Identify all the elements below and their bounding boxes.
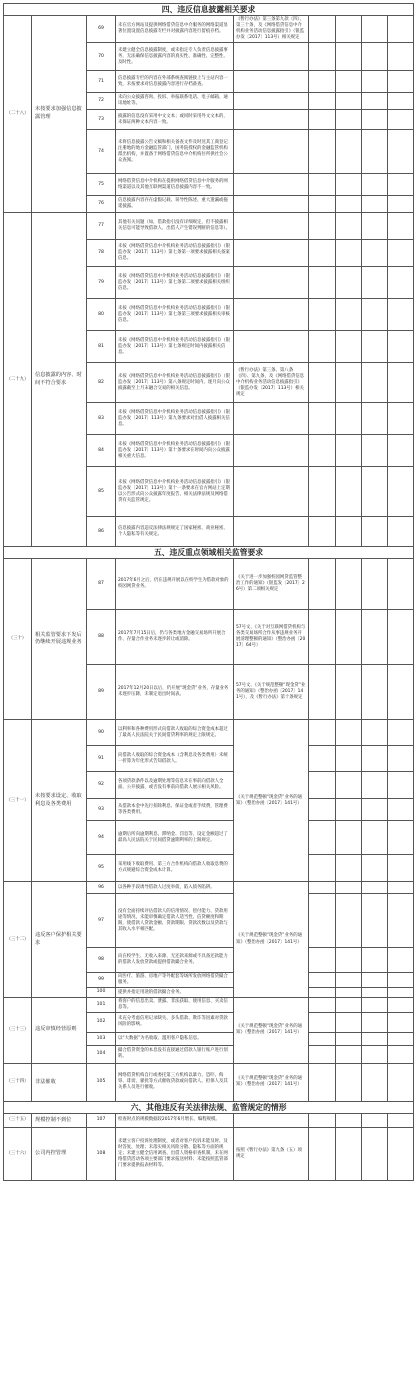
check-cell [388, 894, 414, 948]
row-number: 107 [87, 1113, 116, 1127]
category-code: （三十六） [4, 1127, 32, 1180]
check-cell [388, 610, 414, 665]
check-cell [309, 363, 336, 403]
row-number: 108 [87, 1127, 116, 1180]
row-number: 102 [87, 1012, 116, 1032]
basis-cell [234, 71, 309, 93]
check-cell [336, 299, 362, 331]
check-cell [388, 821, 414, 855]
check-cell [309, 43, 336, 71]
problem-text: 各项贷款条件以及逾期处理等信息未在事前向借款人全面、公开披露，或否没有事前向借款人展示相关风险。 [116, 772, 234, 799]
check-cell [388, 665, 414, 720]
check-cell [309, 1012, 336, 1032]
check-cell [362, 997, 388, 1012]
section-header-row [4, 1101, 414, 1113]
problem-text: 检查时点的规模数据较2017年6月增长、编程规模。 [116, 1113, 234, 1127]
check-cell [309, 130, 336, 174]
row-number: 85 [87, 467, 116, 517]
row-number: 98 [87, 948, 116, 973]
check-cell [388, 997, 414, 1012]
basis-text: 《关于进一步加强校园网贷监管整治工作的通知》（银监发〔2017〕26号）第二项相关规定 [234, 559, 309, 610]
check-cell [388, 403, 414, 435]
check-cell [336, 196, 362, 213]
check-cell [336, 665, 362, 720]
check-cell [362, 71, 388, 93]
check-cell [336, 16, 362, 43]
check-cell [309, 403, 336, 435]
check-cell [362, 331, 388, 363]
check-cell [309, 948, 336, 973]
check-cell [362, 973, 388, 988]
check-cell [309, 267, 336, 299]
check-cell [336, 71, 362, 93]
basis-cell [234, 467, 309, 517]
table-row [4, 720, 414, 746]
check-cell [362, 610, 388, 665]
check-cell [388, 559, 414, 610]
check-cell [362, 1113, 388, 1127]
item-title: 相关监管要求下发后仍继续开展违规业务 [32, 559, 87, 720]
problem-text: 未按《网络借贷信息中介机构业务活动信息披露指引》（银监办发〔2017〕113号）第八条规定时间内、逐月向公众披露截至上月末融合交易的相关信息。 [116, 363, 234, 403]
basis-text: 按照《暂行办法》第九条（五）项规定 [234, 1127, 309, 1180]
check-cell [362, 240, 388, 267]
row-number: 78 [87, 240, 116, 267]
check-cell [309, 240, 336, 267]
basis-cell [234, 130, 309, 174]
basis-text: 57号文、《关于规范整顿“现金贷”业务的通知》（整治办函〔2017〕141号），及《暂行办法》第十条规定 [234, 665, 309, 720]
problem-text: 未充分考虑信用记录缺失、多头借款、欺诈等因素对贷款风险的影响。 [116, 1012, 234, 1032]
row-number: 100 [87, 988, 116, 997]
item-title: 公司内控管理 [32, 1127, 87, 1180]
check-cell [336, 435, 362, 467]
basis-text: 《关于规范整顿“现金贷”业务的通知》（整治办函〔2017〕141号） [234, 882, 309, 997]
problem-text: 信息披露内容存在虚假记载、误导性陈述、重大遗漏或拖延披露。 [116, 196, 234, 213]
check-cell [388, 1063, 414, 1101]
check-cell [388, 720, 414, 746]
check-cell [388, 746, 414, 772]
check-cell [362, 130, 388, 174]
section-title: 六、其他违反有关法律法规、监管规定的情形 [4, 1101, 414, 1113]
check-cell [362, 1127, 388, 1180]
check-cell [388, 240, 414, 267]
check-cell [336, 1045, 362, 1063]
basis-cell [234, 403, 309, 435]
problem-text: 向在校学生、无收入来源、无还款来源或不具备还款能力的借款人发放贷款或提供借款撮合业务。 [116, 948, 234, 973]
check-cell [309, 855, 336, 882]
check-cell [309, 1113, 336, 1127]
check-cell [309, 71, 336, 93]
check-cell [309, 799, 336, 821]
problem-text: 向借款人收取的综合资金成本（含利息及各类费用）未统一折算为年化形式告知借款人。 [116, 746, 234, 772]
category-code: （三十二） [4, 882, 32, 997]
problem-text: 采用线下收取费用、第三方合作机构向借款人收取息费的方式规避综合资金成本计算。 [116, 855, 234, 882]
check-cell [362, 174, 388, 196]
row-number: 87 [87, 559, 116, 610]
section-header-row [4, 547, 414, 559]
check-cell [309, 196, 336, 213]
check-cell [362, 1063, 388, 1101]
check-cell [388, 855, 414, 882]
check-cell [388, 772, 414, 799]
basis-cell [234, 93, 309, 110]
row-number: 80 [87, 299, 116, 331]
check-cell [336, 174, 362, 196]
check-cell [388, 467, 414, 517]
problem-text: 网络借贷信息中介机构在提供网络借贷信息中介服务的网络渠道以及其他互联网渠道信息披露内容不一致。 [116, 174, 234, 196]
check-cell [309, 973, 336, 988]
check-cell [388, 363, 414, 403]
check-cell [388, 16, 414, 43]
row-number: 86 [87, 517, 116, 547]
check-cell [336, 720, 362, 746]
item-title: 非法催收 [32, 1063, 87, 1101]
check-cell [362, 1032, 388, 1045]
check-cell [309, 467, 336, 517]
check-cell [362, 1045, 388, 1063]
check-cell [336, 882, 362, 894]
check-cell [388, 435, 414, 467]
check-cell [388, 1032, 414, 1045]
check-cell [362, 467, 388, 517]
check-cell [336, 130, 362, 174]
check-cell [362, 299, 388, 331]
check-cell [309, 93, 336, 110]
check-cell [388, 130, 414, 174]
check-cell [362, 363, 388, 403]
problem-text: 未按《网络借贷信息中介机构业务活动信息披露指引》（银监办发〔2017〕113号）第十条要求在时间内向公众披露相关重大信息。 [116, 435, 234, 467]
problem-text: 2017年12月20日以后，仍开展“现金贷”业务，存量业务未逐步压降，未制定退出时间表。 [116, 665, 234, 720]
row-number: 90 [87, 720, 116, 746]
problem-text: 未按《网络借贷信息中介机构业务活动信息披露指引》（银监办发〔2017〕113号）第九条要求对出借人披露相关信息。 [116, 403, 234, 435]
row-number: 84 [87, 435, 116, 467]
check-cell [309, 610, 336, 665]
check-cell [362, 894, 388, 948]
category-code: （二十九） [4, 213, 32, 547]
check-cell [309, 894, 336, 948]
check-cell [309, 1063, 336, 1101]
problem-text: 逾期后所向逾期利息、滞纳金、罚息等，设定金额超过了最高人民法院关于民间借贷逾期利率的上限规定。 [116, 821, 234, 855]
check-cell [362, 43, 388, 71]
table-row [4, 997, 414, 1012]
checklist-table [3, 3, 414, 1181]
check-cell [362, 746, 388, 772]
check-cell [388, 110, 414, 130]
problem-text: 未向公众披露咨询、投诉、举报联系电话、电子邮箱、通讯地址等。 [116, 93, 234, 110]
check-cell [309, 746, 336, 772]
problem-text: 未按《网络借贷信息中介机构业务活动信息披露指引》（银监办发〔2017〕113号）第七条规定时间内披露相关信息。 [116, 331, 234, 363]
problem-text: 未建立健全信息披露制度，或未指定专人负责信息披露事务，无法确保信息披露内容的真实性、准确性、完整性、及时性。 [116, 43, 234, 71]
check-cell [388, 299, 414, 331]
category-code: （三十一） [4, 720, 32, 882]
problem-text: 未在官方网站及提供网络借贷信息中介服务的网络渠道显著位置设置信息披露专栏并对披露内容进行留痕存档。 [116, 16, 234, 43]
check-cell [362, 110, 388, 130]
check-cell [336, 973, 362, 988]
check-cell [309, 882, 336, 894]
check-cell [362, 1012, 388, 1032]
check-cell [336, 403, 362, 435]
check-cell [388, 973, 414, 988]
row-number: 77 [87, 213, 116, 240]
check-cell [336, 1032, 362, 1045]
basis-cell [234, 110, 309, 130]
check-cell [309, 16, 336, 43]
basis-cell [234, 517, 309, 547]
check-cell [309, 772, 336, 799]
check-cell [388, 1012, 414, 1032]
problem-text: 以“大数据”为名收取、滥用客户隐私信息。 [116, 1032, 234, 1045]
basis-text: 《暂行办法》第三条第九款（四）、第三十条，及《网络借贷信息中介机构业务活动信息披露指引》（银监办发〔2017〕113号）相关规定 [234, 16, 309, 43]
problem-text: 2017年7月15日后，仍与各类地方金融交易场所开展合作、存量合作业务未逐步转让或消除。 [116, 610, 234, 665]
check-cell [336, 1113, 362, 1127]
check-cell [362, 559, 388, 610]
check-cell [309, 110, 336, 130]
table-row [4, 1127, 414, 1180]
check-cell [309, 665, 336, 720]
basis-text: 《关于规范整顿“现金贷”业务的通知》（整治办函〔2017〕141号） [234, 997, 309, 1063]
check-cell [388, 988, 414, 997]
check-cell [336, 988, 362, 997]
row-number: 103 [87, 1032, 116, 1045]
row-number: 101 [87, 997, 116, 1012]
category-code: （三十） [4, 559, 32, 720]
check-cell [336, 855, 362, 882]
check-cell [309, 1127, 336, 1180]
check-cell [336, 894, 362, 948]
problem-text: 未按《网络借贷信息中介机构业务活动信息披露指引》（银监办发〔2017〕113号）第七条第三项要求披露相关审核信息。 [116, 299, 234, 331]
check-cell [336, 267, 362, 299]
problem-text: 没有全面持续评估借款人的信用情况、偿付能力、贷款用途等情况，未能审慎确定借款人适当性、信贷额度和期限，使借款人贷款金额、贷款期限、贷款次数以及贷款与其收入水平相匹配。 [116, 894, 234, 948]
problem-text: 2017年6月之后，仍在违规开展以在校学生为借款对象的校园网贷业务。 [116, 559, 234, 610]
item-title: 未按要求设定、收取利息及各类费用 [32, 720, 87, 882]
check-cell [309, 988, 336, 997]
category-code: （三十四） [4, 1063, 32, 1101]
problem-text: 未按《网络借贷信息中介机构业务活动信息披露指引》（银监办发〔2017〕113号）第十一条要求在官方网站上定期以公告形式向公众披露年度报告、相关法律法规及网络借贷有关监管规定。 [116, 467, 234, 517]
check-cell [309, 331, 336, 363]
check-cell [362, 799, 388, 821]
check-cell [336, 799, 362, 821]
check-cell [362, 720, 388, 746]
problem-text: 以各种手段诱导借款人过度举债，陷入债务陷阱。 [116, 882, 234, 894]
problem-text: 网络借贷机构自行或委托第三方机构以暴力、恐吓、侮辱、诽谤、骚扰等方式催收贷款或向借款人、担保人及其关系人员进行催收。 [116, 1063, 234, 1101]
row-number: 105 [87, 1063, 116, 1101]
check-cell [362, 665, 388, 720]
category-code: （二十八） [4, 16, 32, 213]
problem-text: 将客户的信息出卖、泄露、非法获取、使用信息、买卖信息等。 [116, 997, 234, 1012]
row-number: 72 [87, 93, 116, 110]
check-cell [362, 403, 388, 435]
row-number: 93 [87, 799, 116, 821]
check-cell [336, 559, 362, 610]
check-cell [309, 213, 336, 240]
check-cell [336, 1012, 362, 1032]
basis-text: 57号文、《关于对互联网借贷机构与各类交易场所合作从事违规业务开展清理整顿的通知》（整治办函〔2017〕64号） [234, 610, 309, 665]
row-number: 74 [87, 130, 116, 174]
basis-cell [234, 196, 309, 213]
item-title: 信息披露的内容、时间不符合要求 [32, 213, 87, 547]
check-cell [309, 435, 336, 467]
problem-text: 撮合借贷资金的本息没有直接通过借款人银行账户进行划转。 [116, 1045, 234, 1063]
check-cell [309, 517, 336, 547]
problem-text: 从借款本金中先行扣除利息、保证金或者手续费，管理费等各类费用。 [116, 799, 234, 821]
table-row [4, 559, 414, 610]
check-cell [362, 16, 388, 43]
check-cell [388, 331, 414, 363]
check-cell [388, 882, 414, 894]
row-number: 97 [87, 894, 116, 948]
check-cell [388, 948, 414, 973]
basis-cell [234, 1113, 309, 1127]
check-cell [336, 110, 362, 130]
section-title: 四、违反信息披露相关要求 [4, 4, 414, 16]
check-cell [336, 93, 362, 110]
check-cell [362, 988, 388, 997]
check-cell [309, 174, 336, 196]
check-cell [336, 1063, 362, 1101]
problem-text: 未按《网络借贷信息中介机构业务活动信息披露指引》（银监办发〔2017〕113号）第七条第二项要求披露相关组织信息。 [116, 267, 234, 299]
check-cell [336, 213, 362, 240]
basis-cell [234, 240, 309, 267]
check-cell [336, 610, 362, 665]
check-cell [362, 855, 388, 882]
row-number: 76 [87, 196, 116, 213]
row-number: 79 [87, 267, 116, 299]
check-cell [388, 799, 414, 821]
row-number: 71 [87, 71, 116, 93]
check-cell [336, 467, 362, 517]
problem-text: 以利率和各种费用形式向借款人收取的综合资金成本超过了最高人民法院关于民间借贷利率的规定上限规定。 [116, 720, 234, 746]
basis-text: 《暂行办法》第三条、第八条（四）、第九条，及《网络借贷信息中介机构业务活动信息披露指引》（银监办发〔2017〕113号）相关规定 [234, 363, 309, 403]
problem-text: 未建立客户投诉处理制度，或者对客户投诉未能及时、及时答复、处理；未落实相关风险分散、隐私等方面的规定；未建立健全信用调查、出借人资格审查机制，未在网络借贷活动各项主要部门要求报送材料；未能按照监管部门要求提供报表材料等。 [116, 1127, 234, 1180]
row-number: 82 [87, 363, 116, 403]
check-cell [388, 267, 414, 299]
row-number: 95 [87, 855, 116, 882]
check-cell [388, 196, 414, 213]
check-cell [388, 517, 414, 547]
check-cell [336, 746, 362, 772]
check-cell [362, 772, 388, 799]
check-cell [309, 1032, 336, 1045]
basis-cell [234, 43, 309, 71]
check-cell [362, 948, 388, 973]
check-cell [388, 43, 414, 71]
row-number: 94 [87, 821, 116, 855]
problem-text: 信息披露专栏的内容在外部系统查阅链接上与主站内容一致，未按要求对信息披露内容进行存档备查。 [116, 71, 234, 93]
check-cell [309, 720, 336, 746]
check-cell [336, 1127, 362, 1180]
row-number: 89 [87, 665, 116, 720]
check-cell [336, 240, 362, 267]
row-number: 91 [87, 746, 116, 772]
table-row [4, 1063, 414, 1101]
check-cell [336, 331, 362, 363]
check-cell [309, 299, 336, 331]
category-code: （三十三） [4, 997, 32, 1063]
problem-text: 披露的信息没有采用中文文本；或同时采用外文文本的，未保证两种文本内容一致。 [116, 110, 234, 130]
row-number: 96 [87, 882, 116, 894]
check-cell [362, 882, 388, 894]
check-cell [336, 363, 362, 403]
problem-text: 向医疗、旅游、房地产等外配套等场所发放网络借贷撮合服务。 [116, 973, 234, 988]
check-cell [388, 71, 414, 93]
row-number: 104 [87, 1045, 116, 1063]
check-cell [336, 997, 362, 1012]
row-number: 83 [87, 403, 116, 435]
problem-text: 信息披露内容违反法律法规规定了国家秘密、商业秘密、个人隐私等有关规定。 [116, 517, 234, 547]
item-title: 违反审慎经营原则 [32, 997, 87, 1063]
problem-text: 提供并指定用途的借款撮合业务。 [116, 988, 234, 997]
problem-text: 未将信息披露公告文稿和相关备查文件及时送其工商登记注册地的地方金融监管部门，国务院授权的金融监管机构派出机构，并置备于网络借贷信息中介机构住所供社会公众查阅。 [116, 130, 234, 174]
row-number: 92 [87, 772, 116, 799]
row-number: 69 [87, 16, 116, 43]
basis-cell [234, 213, 309, 240]
check-cell [362, 517, 388, 547]
check-cell [336, 517, 362, 547]
basis-cell [234, 174, 309, 196]
check-cell [309, 559, 336, 610]
table-row [4, 1113, 414, 1127]
table-body [4, 4, 414, 1181]
row-number: 81 [87, 331, 116, 363]
item-title: 违反客户保护相关要求 [32, 882, 87, 997]
check-cell [362, 93, 388, 110]
check-cell [388, 213, 414, 240]
basis-cell [234, 267, 309, 299]
check-cell [388, 174, 414, 196]
table-row [4, 16, 414, 43]
check-cell [336, 821, 362, 855]
check-cell [336, 43, 362, 71]
section-header-row [4, 4, 414, 16]
row-number: 75 [87, 174, 116, 196]
check-cell [388, 93, 414, 110]
check-cell [362, 821, 388, 855]
basis-cell [234, 331, 309, 363]
check-cell [362, 267, 388, 299]
problem-text: 未按《网络借贷信息中介机构业务活动信息披露指引》（银监办发〔2017〕113号）第七条第一项要求披露相关备案信息。 [116, 240, 234, 267]
row-number: 88 [87, 610, 116, 665]
row-number: 99 [87, 973, 116, 988]
row-number: 73 [87, 110, 116, 130]
table-row [4, 213, 414, 240]
item-title: 规模控制不到位 [32, 1113, 87, 1127]
section-title: 五、违反重点领域相关监管要求 [4, 547, 414, 559]
check-cell [388, 1045, 414, 1063]
item-title: 未按要求加强信息披露管理 [32, 16, 87, 213]
check-cell [362, 196, 388, 213]
category-code: （三十五） [4, 1113, 32, 1127]
basis-text: 《关于规范整顿“现金贷”业务的通知》（整治办函〔2017〕141号） [234, 1063, 309, 1101]
table-row [4, 882, 414, 894]
basis-cell [234, 299, 309, 331]
basis-cell [234, 435, 309, 467]
check-cell [336, 948, 362, 973]
check-cell [309, 821, 336, 855]
check-cell [309, 1045, 336, 1063]
check-cell [362, 435, 388, 467]
check-cell [336, 772, 362, 799]
check-cell [362, 213, 388, 240]
check-cell [309, 997, 336, 1012]
row-number: 70 [87, 43, 116, 71]
check-cell [388, 1113, 414, 1127]
check-cell [388, 1127, 414, 1180]
problem-text: 其他有关问题（如，借款指引没有详细规定，但不披露相关信息可能导致借款人、出借人产生错误判断的信息等）。 [116, 213, 234, 240]
basis-text: 《关于规范整顿“现金贷”业务的通知》（整治办函〔2017〕141号） [234, 720, 309, 882]
